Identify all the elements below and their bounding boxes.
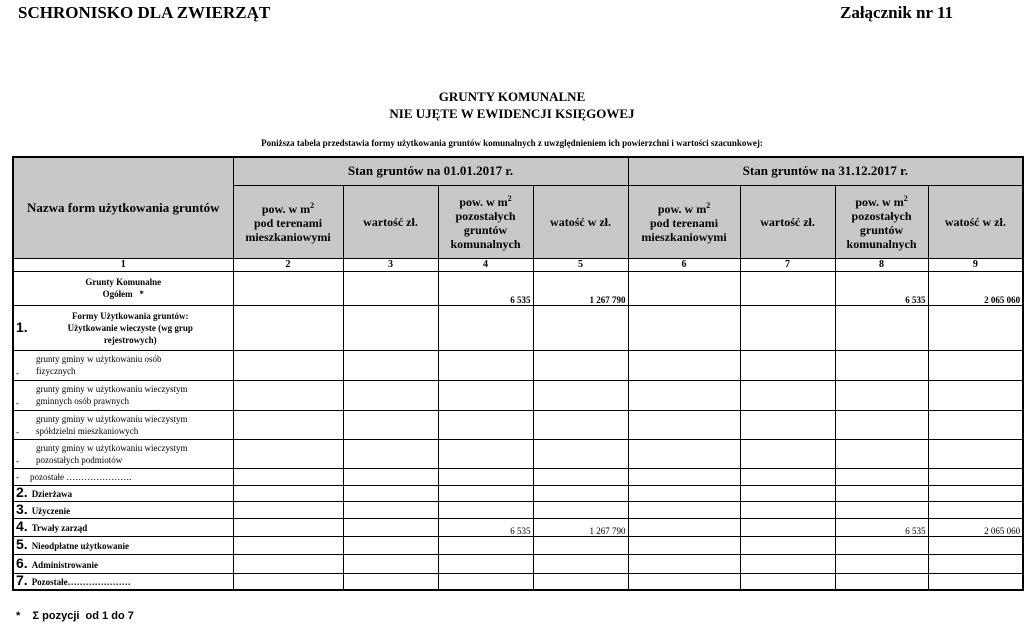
table-row <box>13 305 1023 350</box>
table-row <box>13 410 1023 439</box>
attachment-number: Załącznik nr 11 <box>840 3 954 22</box>
col-number: 7 <box>740 258 835 271</box>
organization-name: SCHRONISKO DLA ZWIERZĄT <box>18 3 271 22</box>
row-label-administrowanie: 6. Administrowanie <box>13 554 233 573</box>
total-value-start: 1 267 790 <box>533 271 628 305</box>
row-label-osoby-prawne: - grunty gminy w użytkowaniu wieczystym gminnych osób prawnych <box>13 380 233 410</box>
table-row-total <box>13 271 1023 305</box>
row-label-osoby-fizyczne: - grunty gminy w użytkowaniu osób fizycznych <box>13 350 233 380</box>
table-row <box>13 380 1023 410</box>
col-number: 4 <box>438 258 533 271</box>
total-area-end: 6 535 <box>835 271 928 305</box>
table-row <box>13 485 1023 501</box>
table-row <box>13 501 1023 518</box>
table-row <box>13 573 1023 590</box>
table-row <box>13 350 1023 380</box>
col-number: 9 <box>928 258 1023 271</box>
total-area-start: 6 535 <box>438 271 533 305</box>
table-row <box>13 518 1023 536</box>
document-title: GRUNTY KOMUNALNE <box>438 89 586 104</box>
trwaly-zarzad-area-end: 6 535 <box>835 518 928 536</box>
subheader-wartosc: wartość zł. <box>740 185 835 258</box>
row-label-pozostale-podmioty: - grunty gminy w użytkowaniu wieczystym pozostałych podmiotów <box>13 439 233 468</box>
subheader-pow-mieszkaniowe: pow. w $m^2$ pod terenami mieszkaniowymi <box>233 185 343 258</box>
trwaly-zarzad-area-start: 6 535 <box>438 518 533 536</box>
subheader-pow-pozostale: pow. w $m^2$ pozostałych gruntów komunalnych <box>438 185 533 258</box>
row-label-pozostale: - pozostałe …………………. <box>13 468 233 485</box>
subheader-pow-mieszkaniowe: pow. w $m^2$ pod terenami mieszkaniowymi <box>628 185 740 258</box>
row-label-nieodplatne: 5. Nieodpłatne użytkowanie <box>13 536 233 554</box>
row-label-uzyczenie: 3. Użyczenie <box>13 501 233 518</box>
row-label-total: Grunty Komunalne Ogółem * <box>13 271 233 305</box>
subheader-wartosc: wartość zł. <box>343 185 438 258</box>
col1-header: Nazwa form użytkowania gruntów <box>13 157 233 258</box>
table-row <box>13 439 1023 468</box>
col-number: 3 <box>343 258 438 271</box>
col-number: 5 <box>533 258 628 271</box>
col-number: 1 <box>13 258 233 271</box>
footnote: * Σ pozycji od 1 do 7 <box>16 610 134 622</box>
row-label-spoldzielnie: - grunty gminy w użytkowaniu wieczystym spółdzielni mieszkaniowych <box>13 410 233 439</box>
total-value-end: 2 065 060 <box>928 271 1023 305</box>
row-label-dzierzawa: 2. Dzierżawa <box>13 485 233 501</box>
table-caption: Poniższa tabela przedstawia formy użytkowania gruntów komunalnych z uwzględnieniem ich powierzchni i wartości szacunkowej: <box>261 138 763 148</box>
trwaly-zarzad-value-end: 2 065 060 <box>928 518 1023 536</box>
subheader-watosc: watość w zł. <box>533 185 628 258</box>
trwaly-zarzad-value-start: 1 267 790 <box>533 518 628 536</box>
subheader-pow-pozostale: pow. w $m^2$ pozostałych gruntów komunalnych <box>835 185 928 258</box>
subheader-watosc: watość w zł. <box>928 185 1023 258</box>
group-header-start: Stan gruntów na 01.01.2017 r. <box>233 157 628 185</box>
table-row <box>13 536 1023 554</box>
row-label-trwaly-zarzad: 4. Trwały zarząd <box>13 518 233 536</box>
document-subtitle: NIE UJĘTE W EWIDENCJI KSIĘGOWEJ <box>389 106 635 121</box>
land-table <box>12 156 1024 591</box>
col-number: 6 <box>628 258 740 271</box>
row-label-pozostale-formy: 7. Pozostałe………………… <box>13 573 233 590</box>
column-number-row <box>13 258 1023 271</box>
col-number: 2 <box>233 258 343 271</box>
col-number: 8 <box>835 258 928 271</box>
table-row <box>13 554 1023 573</box>
table-row <box>13 468 1023 485</box>
row-label-uzytkowanie: 1. Formy Użytkowania gruntów: Użytkowanie wieczyste (wg grup rejestrowych) <box>13 305 233 350</box>
group-header-end: Stan gruntów na 31.12.2017 r. <box>628 157 1023 185</box>
